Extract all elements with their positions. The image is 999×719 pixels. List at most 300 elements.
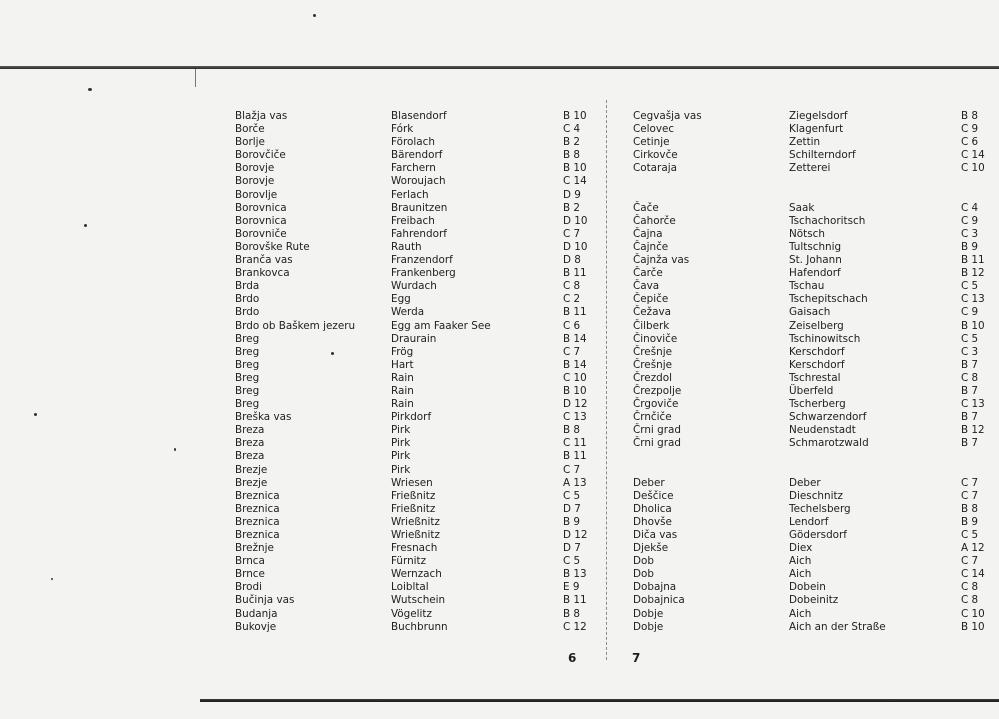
grid-reference: C 5 xyxy=(961,332,979,345)
index-row xyxy=(235,175,605,188)
grid-reference: B 11 xyxy=(563,450,587,463)
german-name: Dobeinitz xyxy=(789,594,839,607)
grid-reference: C 10 xyxy=(961,607,985,620)
german-name: Deber xyxy=(789,476,821,489)
index-row xyxy=(235,490,605,503)
index-row xyxy=(235,568,605,581)
slovene-name: Dobajnica xyxy=(633,594,685,607)
german-name: Schmarotzwald xyxy=(789,437,869,450)
grid-reference: B 7 xyxy=(961,358,979,371)
grid-reference: C 7 xyxy=(563,345,581,358)
slovene-name: Dholica xyxy=(633,502,672,515)
german-name: Fórk xyxy=(391,123,414,136)
index-row xyxy=(633,202,999,215)
german-name: Frög xyxy=(391,345,414,358)
grid-reference: C 13 xyxy=(961,398,985,411)
slovene-name: Brnca xyxy=(235,555,265,568)
slovene-name: Cegvašja vas xyxy=(633,110,702,122)
grid-reference: C 14 xyxy=(961,568,985,581)
grid-reference: B 9 xyxy=(961,240,979,253)
index-row xyxy=(235,280,605,293)
slovene-name: Borovniče xyxy=(235,227,287,240)
german-name: Buchbrunn xyxy=(391,620,448,633)
german-name: Bärendorf xyxy=(391,149,443,162)
german-name: Franzendorf xyxy=(391,254,453,267)
german-name: Blasendorf xyxy=(391,110,447,122)
section-spacer xyxy=(633,175,999,188)
german-name: Ziegelsdorf xyxy=(789,110,848,122)
german-name: Braunitzen xyxy=(391,201,448,214)
index-row xyxy=(633,123,999,136)
speck xyxy=(88,88,92,91)
index-row xyxy=(633,267,999,280)
slovene-name: Deščice xyxy=(633,489,674,502)
index-row xyxy=(235,346,605,359)
index-row xyxy=(235,477,605,490)
slovene-name: Breza xyxy=(235,437,265,450)
german-name: Wurdach xyxy=(391,280,437,293)
grid-reference: C 9 xyxy=(961,306,979,319)
slovene-name: Brezje xyxy=(235,463,268,476)
grid-reference: B 10 xyxy=(563,384,587,397)
index-row xyxy=(235,241,605,254)
grid-reference: C 13 xyxy=(563,411,587,424)
speck xyxy=(174,448,176,451)
top-rule-tick xyxy=(195,69,196,87)
grid-reference: C 9 xyxy=(961,123,979,136)
index-row xyxy=(633,149,999,162)
grid-reference: C 8 xyxy=(961,371,979,384)
right-page xyxy=(633,110,999,634)
slovene-name: Breg xyxy=(235,398,260,411)
index-row xyxy=(235,293,605,306)
german-name: Woroujach xyxy=(391,175,446,188)
index-row xyxy=(633,542,999,555)
grid-reference: D 8 xyxy=(563,254,581,267)
german-name: Rain xyxy=(391,384,414,397)
slovene-name: Brdo ob Baškem jezeru xyxy=(235,319,356,332)
index-row xyxy=(235,110,605,123)
grid-reference: D 10 xyxy=(563,240,588,253)
slovene-name: Dhovše xyxy=(633,515,672,528)
german-name: Frießnitz xyxy=(391,502,436,515)
slovene-name: Branča vas xyxy=(235,254,293,267)
grid-reference: E 9 xyxy=(563,581,580,594)
index-row xyxy=(633,110,999,123)
grid-reference: C 14 xyxy=(563,175,587,188)
german-name: Wernzach xyxy=(391,568,442,581)
grid-reference: C 13 xyxy=(961,293,985,306)
index-row xyxy=(235,136,605,149)
slovene-name: Bukovje xyxy=(235,620,277,633)
slovene-name: Čajnče xyxy=(633,240,669,253)
index-row xyxy=(235,621,605,634)
slovene-name: Brdo xyxy=(235,293,260,306)
german-name: Gaisach xyxy=(789,306,831,319)
slovene-name: Dobje xyxy=(633,620,664,633)
slovene-name: Breznica xyxy=(235,515,280,528)
grid-reference: C 5 xyxy=(961,280,979,293)
slovene-name: Čava xyxy=(633,280,660,293)
german-name: Draurain xyxy=(391,332,437,345)
grid-reference: C 7 xyxy=(961,476,979,489)
german-name: Wutschein xyxy=(391,594,446,607)
slovene-name: Breg xyxy=(235,332,260,345)
slovene-name: Čače xyxy=(633,201,659,214)
german-name: Tschachoritsch xyxy=(789,214,866,227)
index-row xyxy=(235,385,605,398)
left-page xyxy=(235,110,605,634)
grid-reference: C 4 xyxy=(961,201,979,214)
grid-reference: C 11 xyxy=(563,437,587,450)
grid-reference: A 13 xyxy=(563,476,587,489)
german-name: Nötsch xyxy=(789,227,825,240)
grid-reference: C 5 xyxy=(961,529,979,541)
grid-reference: D 7 xyxy=(563,542,581,555)
slovene-name: Brezje xyxy=(235,476,268,489)
grid-reference: B 9 xyxy=(563,515,581,528)
german-name: Pirk xyxy=(391,463,411,476)
slovene-name: Cetinje xyxy=(633,136,670,149)
grid-reference: C 3 xyxy=(961,345,979,358)
slovene-name: Črezpolje xyxy=(633,384,682,397)
german-name: Zettin xyxy=(789,136,821,149)
index-row xyxy=(633,359,999,372)
index-row xyxy=(235,162,605,175)
index-row xyxy=(633,424,999,437)
slovene-name: Breg xyxy=(235,384,260,397)
german-name: Frankenberg xyxy=(391,267,456,280)
german-name: Fahrendorf xyxy=(391,227,447,240)
index-row xyxy=(235,464,605,477)
grid-reference: C 12 xyxy=(563,620,587,633)
index-row xyxy=(633,490,999,503)
slovene-name: Činoviče xyxy=(633,332,678,345)
grid-reference: B 7 xyxy=(961,411,979,424)
slovene-name: Breg xyxy=(235,345,260,358)
grid-reference: C 3 xyxy=(961,227,979,240)
slovene-name: Breza xyxy=(235,450,265,463)
index-row xyxy=(235,450,605,463)
german-name: Gödersdorf xyxy=(789,529,847,541)
index-row xyxy=(633,215,999,228)
german-name: Saak xyxy=(789,201,815,214)
slovene-name: Breznica xyxy=(235,529,280,541)
grid-reference: B 7 xyxy=(961,437,979,450)
index-row xyxy=(633,503,999,516)
grid-reference: C 7 xyxy=(563,227,581,240)
german-name: Ferlach xyxy=(391,188,429,201)
german-name: Tschrestal xyxy=(789,371,841,384)
german-name: Freibach xyxy=(391,214,435,227)
german-name: Fürnitz xyxy=(391,555,427,568)
grid-reference: B 8 xyxy=(563,424,581,437)
index-row xyxy=(633,621,999,634)
grid-reference: C 2 xyxy=(563,293,581,306)
grid-reference: B 8 xyxy=(961,110,979,122)
index-row xyxy=(633,254,999,267)
index-row xyxy=(633,608,999,621)
german-name: Tschinowitsch xyxy=(789,332,861,345)
slovene-name: Črni grad xyxy=(633,437,681,450)
slovene-name: Djekše xyxy=(633,542,669,555)
slovene-name: Borovnica xyxy=(235,201,287,214)
slovene-name: Budanja xyxy=(235,607,278,620)
index-row xyxy=(235,202,605,215)
index-row xyxy=(235,228,605,241)
german-name: Wrießnitz xyxy=(391,529,440,541)
german-name: Wriesen xyxy=(391,476,433,489)
index-row xyxy=(235,123,605,136)
slovene-name: Borovje xyxy=(235,162,275,175)
german-name: Techelsberg xyxy=(789,502,851,515)
german-name: Pirkdorf xyxy=(391,411,432,424)
slovene-name: Čajnža vas xyxy=(633,254,690,267)
german-name: Dieschnitz xyxy=(789,489,843,502)
grid-reference: C 9 xyxy=(961,214,979,227)
slovene-name: Borovške Rute xyxy=(235,240,310,253)
index-row xyxy=(235,555,605,568)
index-row xyxy=(235,189,605,202)
index-row xyxy=(633,162,999,175)
german-name: Rain xyxy=(391,398,414,411)
german-name: Frießnitz xyxy=(391,489,436,502)
german-name: Tschepitschach xyxy=(789,293,868,306)
slovene-name: Čahorče xyxy=(633,214,676,227)
speck xyxy=(34,413,37,416)
slovene-name: Breznica xyxy=(235,489,280,502)
grid-reference: B 11 xyxy=(563,306,587,319)
slovene-name: Dob xyxy=(633,568,654,581)
slovene-name: Čežava xyxy=(633,306,671,319)
german-name: Pirk xyxy=(391,424,411,437)
index-row xyxy=(235,516,605,529)
slovene-name: Cirkovče xyxy=(633,149,678,162)
german-name: Egg am Faaker See xyxy=(391,319,491,332)
german-name: Neudenstadt xyxy=(789,424,856,437)
german-name: Dobein xyxy=(789,581,826,594)
index-row xyxy=(633,372,999,385)
slovene-name: Črgoviče xyxy=(633,398,679,411)
slovene-name: Čilberk xyxy=(633,319,670,332)
slovene-name: Breška vas xyxy=(235,411,292,424)
grid-reference: B 9 xyxy=(961,515,979,528)
slovene-name: Črezdol xyxy=(633,371,672,384)
german-name: Pirk xyxy=(391,437,411,450)
german-name: Aich xyxy=(789,555,812,568)
index-row xyxy=(633,594,999,607)
german-name: Tultschnig xyxy=(789,240,842,253)
slovene-name: Dobje xyxy=(633,607,664,620)
german-name: Farchern xyxy=(391,162,436,175)
index-row xyxy=(235,424,605,437)
german-name: Lendorf xyxy=(789,515,829,528)
grid-reference: D 12 xyxy=(563,529,588,541)
german-name: Loibltal xyxy=(391,581,429,594)
grid-reference: B 10 xyxy=(961,620,985,633)
grid-reference: C 8 xyxy=(563,280,581,293)
slovene-name: Breza xyxy=(235,424,265,437)
grid-reference: C 5 xyxy=(563,489,581,502)
grid-reference: B 11 xyxy=(563,594,587,607)
german-name: Zeiselberg xyxy=(789,319,844,332)
slovene-name: Deber xyxy=(633,476,665,489)
page-number-left: 6 xyxy=(568,651,577,665)
index-row xyxy=(235,149,605,162)
index-row xyxy=(235,594,605,607)
top-rule xyxy=(0,66,999,69)
grid-reference: B 12 xyxy=(961,424,985,437)
slovene-name: Borovnica xyxy=(235,214,287,227)
slovene-name: Brda xyxy=(235,280,260,293)
index-row xyxy=(235,333,605,346)
grid-reference: B 13 xyxy=(563,568,587,581)
slovene-name: Dob xyxy=(633,555,654,568)
section-spacer xyxy=(633,189,999,202)
grid-reference: B 8 xyxy=(961,502,979,515)
slovene-name: Blažja vas xyxy=(235,110,288,122)
index-row xyxy=(235,608,605,621)
grid-reference: C 7 xyxy=(961,555,979,568)
index-row xyxy=(633,529,999,542)
german-name: Zetterei xyxy=(789,162,831,175)
section-spacer xyxy=(633,464,999,477)
grid-reference: B 14 xyxy=(563,332,587,345)
grid-reference: B 11 xyxy=(961,254,985,267)
index-row xyxy=(633,555,999,568)
grid-reference: B 2 xyxy=(563,201,581,214)
grid-reference: D 10 xyxy=(563,214,588,227)
index-row xyxy=(633,228,999,241)
grid-reference: B 14 xyxy=(563,358,587,371)
german-name: Werda xyxy=(391,306,425,319)
grid-reference: D 7 xyxy=(563,502,581,515)
grid-reference: C 6 xyxy=(961,136,979,149)
index-row xyxy=(633,136,999,149)
index-row xyxy=(633,306,999,319)
german-name: Schwarzendorf xyxy=(789,411,867,424)
grid-reference: C 7 xyxy=(961,489,979,502)
grid-reference: B 11 xyxy=(563,267,587,280)
slovene-name: Čepiče xyxy=(633,293,669,306)
grid-reference: C 10 xyxy=(961,162,985,175)
index-row xyxy=(235,320,605,333)
index-row xyxy=(633,385,999,398)
slovene-name: Breg xyxy=(235,371,260,384)
grid-reference: C 14 xyxy=(961,149,985,162)
german-name: Klagenfurt xyxy=(789,123,844,136)
grid-reference: B 7 xyxy=(961,384,979,397)
index-row xyxy=(235,411,605,424)
index-row xyxy=(235,372,605,385)
slovene-name: Brnce xyxy=(235,568,265,581)
grid-reference: C 7 xyxy=(563,463,581,476)
slovene-name: Čajna xyxy=(633,227,663,240)
index-row xyxy=(633,437,999,450)
german-name: Kerschdorf xyxy=(789,345,845,358)
german-name: Rauth xyxy=(391,240,422,253)
index-row xyxy=(633,346,999,359)
index-row xyxy=(235,306,605,319)
index-row xyxy=(235,398,605,411)
slovene-name: Cotaraja xyxy=(633,162,677,175)
grid-reference: B 8 xyxy=(563,149,581,162)
index-row xyxy=(633,293,999,306)
slovene-name: Brdo xyxy=(235,306,260,319)
grid-reference: D 9 xyxy=(563,188,581,201)
german-name: Fresnach xyxy=(391,542,438,555)
slovene-name: Črni grad xyxy=(633,424,681,437)
index-row xyxy=(633,241,999,254)
german-name: Egg xyxy=(391,293,411,306)
index-row xyxy=(235,529,605,542)
page-number-right: 7 xyxy=(632,651,641,665)
grid-reference: C 8 xyxy=(961,581,979,594)
grid-reference: C 4 xyxy=(563,123,581,136)
slovene-name: Črnčiče xyxy=(633,411,672,424)
index-row xyxy=(235,437,605,450)
german-name: Diex xyxy=(789,542,813,555)
grid-reference: B 10 xyxy=(961,319,985,332)
speck xyxy=(84,224,87,227)
index-row xyxy=(633,581,999,594)
bottom-rule xyxy=(200,699,999,702)
german-name: Hart xyxy=(391,358,414,371)
slovene-name: Breg xyxy=(235,358,260,371)
index-row xyxy=(633,398,999,411)
german-name: Vögelitz xyxy=(391,607,432,620)
slovene-name: Črešnje xyxy=(633,345,672,358)
grid-reference: A 12 xyxy=(961,542,985,555)
german-name: Kerschdorf xyxy=(789,358,845,371)
grid-reference: B 2 xyxy=(563,136,581,149)
index-row xyxy=(235,215,605,228)
grid-reference: B 8 xyxy=(563,607,581,620)
german-name: St. Johann xyxy=(789,254,842,267)
index-row xyxy=(633,568,999,581)
slovene-name: Brežnje xyxy=(235,542,274,555)
index-row xyxy=(633,516,999,529)
section-spacer xyxy=(633,450,999,463)
index-row xyxy=(633,477,999,490)
slovene-name: Borovlje xyxy=(235,188,278,201)
index-row xyxy=(633,333,999,346)
grid-reference: B 10 xyxy=(563,110,587,122)
index-row xyxy=(235,581,605,594)
index-row xyxy=(633,280,999,293)
slovene-name: Borovčiče xyxy=(235,149,286,162)
slovene-name: Breznica xyxy=(235,502,280,515)
slovene-name: Brankovca xyxy=(235,267,290,280)
slovene-name: Bučinja vas xyxy=(235,594,295,607)
slovene-name: Borlje xyxy=(235,136,265,149)
grid-reference: C 8 xyxy=(961,594,979,607)
slovene-name: Celovec xyxy=(633,123,675,136)
grid-reference: B 10 xyxy=(563,162,587,175)
german-name: Schilterndorf xyxy=(789,149,856,162)
grid-reference: D 12 xyxy=(563,398,588,411)
slovene-name: Borovje xyxy=(235,175,275,188)
index-row xyxy=(235,542,605,555)
german-name: Aich xyxy=(789,607,812,620)
german-name: Hafendorf xyxy=(789,267,841,280)
grid-reference: B 12 xyxy=(961,267,985,280)
slovene-name: Diča vas xyxy=(633,529,678,541)
german-name: Aich xyxy=(789,568,812,581)
grid-reference: C 5 xyxy=(563,555,581,568)
slovene-name: Brodi xyxy=(235,581,263,594)
german-name: Tschau xyxy=(789,280,825,293)
